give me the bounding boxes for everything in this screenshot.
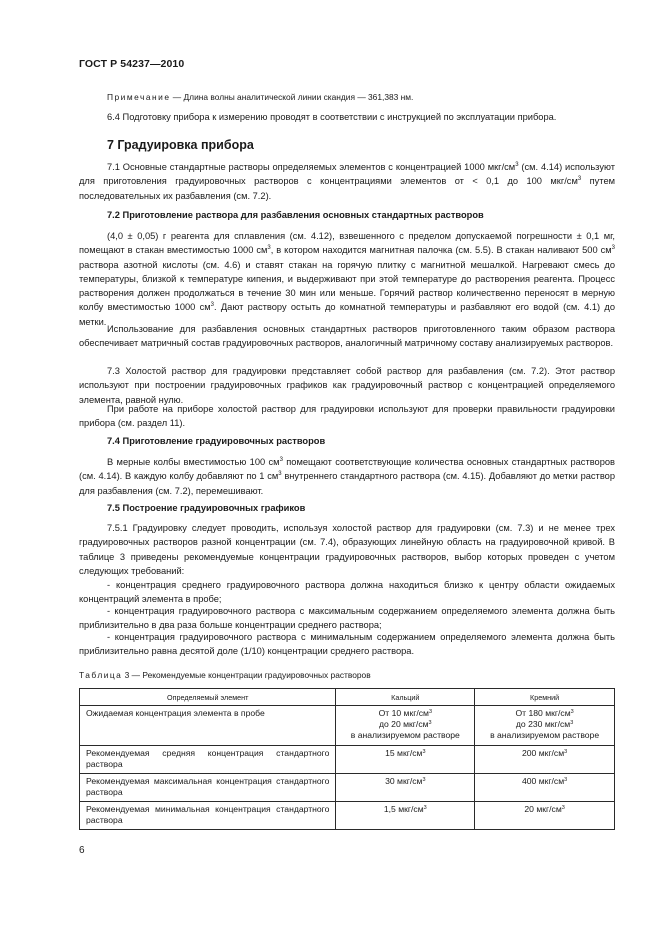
requirement-item: - концентрация среднего градуировочного раствора должна находиться близко к центру области ожидаемых концентраций элемента в пробе; xyxy=(79,580,615,605)
page-number: 6 xyxy=(79,845,85,856)
silicon-cell: От 180 мкг/$см^3$ до 230 мкг/$см^3$ в анализируемом растворе xyxy=(475,706,615,746)
paragraph-7-5-1: 7.5.1 Градуировку следует проводить, используя холостой раствор для градуировки (см. 7.3) и не менее трех градуировочных растворов разной концентрации (см. 7.4), образующих линейную область на градуировочной кривой. В таблице 3 приведены рекомендуемые концентрации градуировочных растворов, выбор которых проведен с учетом следующих требований: xyxy=(79,523,615,576)
silicon-cell: 20 мкг/$см^3$ xyxy=(475,802,615,830)
row-label: Рекомендуемая максимальная концентрация стандартного раствора xyxy=(80,774,336,802)
paragraph-6-4: 6.4 Подготовку прибора к измерению проводят в соответствии с инструкцией по эксплуатации прибора. xyxy=(107,112,557,122)
table-row xyxy=(80,774,615,802)
requirement-item: - концентрация градуировочного раствора с минимальным содержанием определяемого элемента должна быть приблизительно равна десятой доле (1/10) концентрации среднего раствора. xyxy=(79,632,615,657)
column-header: Определяемый элемент xyxy=(80,689,336,706)
calcium-cell: 30 мкг/$см^3$ xyxy=(336,774,475,802)
paragraph-7-3-a: 7.3 Холостой раствор для градуировки представляет собой раствор для разбавления (см. 7.2). Этот раствор используют при построении градуировочных графиков как градуировочный раствор с концентрацией определяемого элемента, равной нулю. xyxy=(79,366,615,405)
subsection-7-4-heading: 7.4 Приготовление градуировочных растворов xyxy=(107,436,326,446)
calcium-cell: 15 мкг/$см^3$ xyxy=(336,746,475,774)
requirement-item: - концентрация градуировочного раствора с максимальным содержанием определяемого элемента должна быть приблизительно в два раза больше концентрации среднего раствора; xyxy=(79,606,615,631)
document-header: ГОСТ Р 54237—2010 xyxy=(79,58,185,70)
row-label: Ожидаемая концентрация элемента в пробе xyxy=(80,706,336,746)
subsection-7-2-heading: 7.2 Приготовление раствора для разбавления основных стандартных растворов xyxy=(107,210,484,220)
column-header: Кальций xyxy=(336,689,475,706)
paragraph-7-3-b: При работе на приборе холостой раствор для градуировки используют для проверки правильности градуировки прибора (см. раздел 11). xyxy=(79,404,615,429)
note-label: Примечание xyxy=(107,92,171,102)
paragraph-7-2-b: Использование для разбавления основных стандартных растворов приготовленного таким образом раствора обеспечивает матричный состав градуировочных растворов, аналогичный матричному составу анализируемых растворов. xyxy=(79,324,615,349)
row-label: Рекомендуемая минимальная концентрация стандартного раствора xyxy=(80,802,336,830)
note xyxy=(107,92,413,102)
paragraph-7-2-a: (4,0 ± 0,05) г реагента для сплавления (см. 4.12), взвешенного с пределом допускаемой погрешности ± 0,1 мг, помещают в стакан вместимостью 1000 $см^3$, в котором находится магнитная палочка (см. 5.5). В стакан наливают 500 $см^3$ раствора азотной кислоты (см. 4.6) и ставят стакан на горячую плитку с магнитной мешалкой. Нагревают смесь до температуры, близкой к температуре кипения, и выдерживают при этой температуре до растворения реагента. Процесс растворения должен продолжаться в течение 30 мин или меньше. Горячий раствор количественно переносят в мерную колбу вместимостью 1000 $см^3$. Дают раствору остыть до комнатной температуры и разбавляют его водой (см. 4.1) до метки. xyxy=(79,231,615,327)
column-header: Кремний xyxy=(475,689,615,706)
row-label: Рекомендуемая средняя концентрация стандартного раствора xyxy=(80,746,336,774)
table-caption: Таблица 3 — Рекомендуемые концентрации градуировочных растворов xyxy=(79,670,371,680)
paragraph-7-1: 7.1 Основные стандартные растворы определяемых элементов с концентрацией 1000 мкг/$см^3$ (см. 4.14) используют для приготовления градуировочных растворов с концентрациями элементов от < 0,1 до 100 мкг/$см^3$ путем последовательных их разбавления (см. 7.2). xyxy=(79,162,616,201)
table-row xyxy=(80,706,615,746)
note-text: — Длина волны аналитической линии скандия — 361,383 нм. xyxy=(170,92,414,102)
table-row xyxy=(80,802,615,830)
table-row xyxy=(80,746,615,774)
calcium-cell: От 10 мкг/$см^3$ до 20 мкг/$см^3$ в анализируемом растворе xyxy=(336,706,475,746)
silicon-cell: 400 мкг/$см^3$ xyxy=(475,774,615,802)
calcium-cell: 1,5 мкг/$см^3$ xyxy=(336,802,475,830)
concentration-table xyxy=(79,688,615,830)
section-7-heading: 7 Градуировка прибора xyxy=(107,138,254,152)
subsection-7-5-heading: 7.5 Построение градуировочных графиков xyxy=(107,503,306,513)
paragraph-7-4: В мерные колбы вместимостью 100 $см^3$ помещают соответствующие количества основных стандартных растворов (см. 4.14). В каждую колбу добавляют по 1 $см^3$ внутреннего стандартного раствора (см. 4.15). Добавляют до метки раствор для разбавления (см. 7.2), перемешивают. xyxy=(79,457,615,496)
table-header-row xyxy=(80,689,615,706)
silicon-cell: 200 мкг/$см^3$ xyxy=(475,746,615,774)
